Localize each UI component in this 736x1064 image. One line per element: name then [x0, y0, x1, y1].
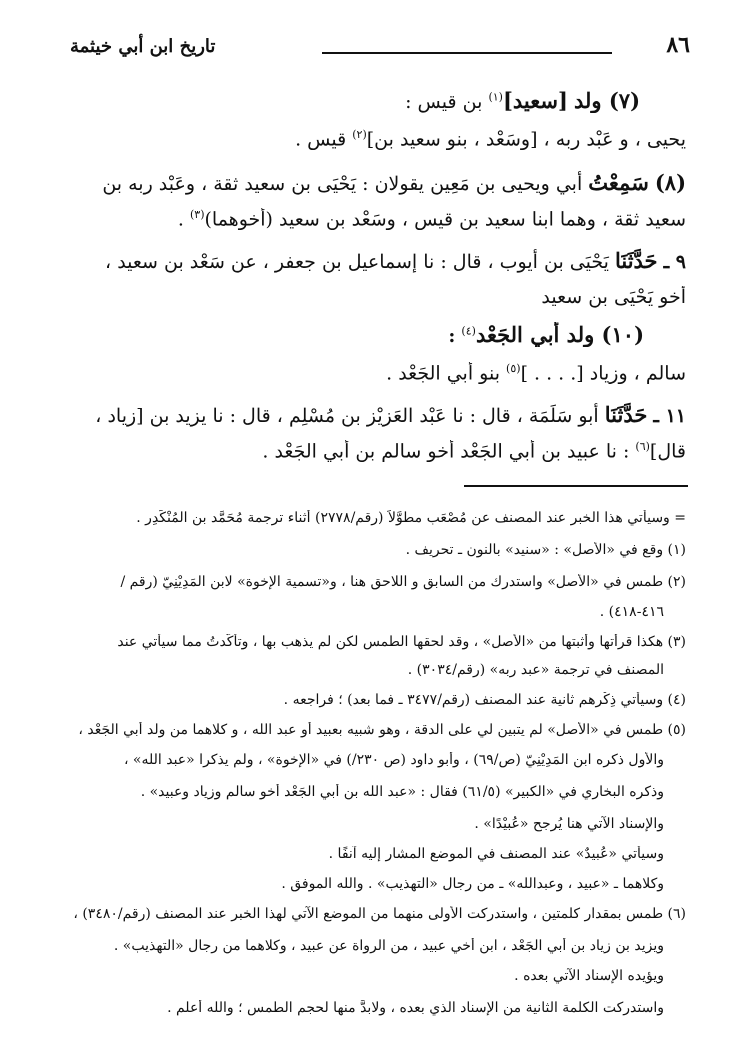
header-rule [322, 52, 612, 54]
body-line-1: (٧) ولد [سعيد]$^{(١)}$ بن قيس : [405, 88, 640, 113]
footnote-6-cont-2: ويؤيده الإسناد الآتي بعده . [514, 968, 664, 984]
body-line-10: قال]$^{(٦)}$ : نا عبيد بن أبي الجَعْد أخو سالم بن أبي الجَعْد . [262, 440, 686, 463]
footnote-5-cont-3: والإسناد الآتي هنا يُرجح «عُبيْدًا» . [474, 816, 664, 832]
footnote-separator [464, 485, 688, 487]
footnote-3-cont: المصنف في ترجمة «عبد ربه» (رقم/٣٠٣٤) . [407, 662, 664, 678]
book-title: تاريخ ابن أبي خيثمة [70, 36, 216, 57]
footnote-5-cont-5: وكلاهما ـ «عبيد ، وعبدالله» ـ من رجال «التهذيب» . والله الموفق . [281, 876, 664, 892]
footnote-2: (٢) طمس في «الأصل» واستدرك من السابق و اللاحق هنا ، و«تسمية الإخوة» لابن المَدِيْنِيّ (رقم / [120, 574, 686, 590]
body-line-2: يحيى ، و عَبْد ربه ، [وسَعْد ، بنو سعيد بن]$^{(٢)}$ قيس . [295, 128, 686, 151]
section-heading-10: (١٠) ولد أبي الجَعْد$^{(٤)}$ : [448, 322, 644, 347]
page-number: ٨٦ [666, 32, 690, 58]
footnote-4: (٤) وسيأتي ذِكْرهم ثانية عند المصنف (رقم/٣٤٧٧ ـ فما بعد) ؛ فراجعه . [283, 692, 686, 708]
footnote-6-cont-1: ويزيد بن زياد بن أبي الجَعْد ، ابن أخي عبيد ، من الرواة عن عبيد ، وكلاهما من رجال «التهذيب» . [113, 938, 664, 954]
body-line-9: ١١ ـ حَدَّثَنَا أبو سَلَمَة ، قال : نا عَبْد العَزِيْز بن مُسْلِم ، قال : نا يزيد بن [زياد ، [95, 402, 686, 427]
footnote-continued: = وسيأتي هذا الخبر عند المصنف عن مُصْعَب مطوَّلاً (رقم/٢٧٧٨) أثناء ترجمة مُحَمَّد بن المُنْكَدِر . [136, 510, 686, 526]
body-line-3: (٨) سَمِعْتُ أبي ويحيى بن مَعِينٍ يقولان : يَحْيَى بن سعيد ثقة ، وعَبْد ربه بن [102, 170, 686, 195]
footnote-5: (٥) طمس في «الأصل» لم يتبين لي على الدقة ، وهو شبيه بعبيد أو عبد الله ، و كلاهما من ولد أبي الجَعْد ، [78, 722, 686, 738]
footnote-6: (٦) طمس بمقدار كلمتين ، واستدركت الأولى منهما من الموضع الآتي لهذا الخبر عند المصنف (رقم/٣٤٨٠) ، [73, 906, 686, 922]
body-line-8: سالم ، وزياد [. . . . ]$^{(٥)}$ بنو أبي الجَعْد . [386, 362, 686, 385]
body-line-6: أخو يَحْيَى بن سعيد [541, 286, 686, 308]
footnote-6-cont-3: واستدركت الكلمة الثانية من الإسناد الذي بعده ، ولابدَّ منها لحجم الطمس ؛ والله أعلم . [167, 1000, 664, 1016]
footnote-3: (٣) هكذا قرأتها وأثبتها من «الأصل» ، وقد لحقها الطمس لكن لم يذهب بها ، وتأكَّدتُ مما سيأتي عند [117, 634, 686, 650]
footnote-5-cont-1: والأول ذكره ابن المَدِيْنِيّ (ص/٦٩) ، وأبو داود (ص ٢٣٠/) في «الإخوة» ، ولم يذكرا «عبد الله» ، [123, 752, 664, 768]
footnote-5-cont-4: وسيأتي «عُبيدٌ» عند المصنف في الموضع المشار إليه آنفًا . [328, 846, 664, 862]
body-line-5: ٩ ـ حَدَّثَنَا يَحْيَى بن أيوب ، قال : نا إسماعيل بن جعفر ، عن سَعْد بن سعيد ، [105, 248, 686, 273]
footnote-5-cont-2: وذكره البخاري في «الكبير» (٦١/٥) فقال : «عبد الله بن أبي الجَعْد أخو سالم وزياد وعبيد» . [140, 784, 664, 800]
body-line-4: سعيد ثقة ، وهما ابنا سعيد بن قيس ، وسَعْد بن سعيد (أخوهما)$^{(٣)}$ . [177, 208, 686, 231]
footnote-1: (١) وقع في «الأصل» : «سنيد» بالنون ـ تحريف . [405, 542, 686, 558]
footnote-2-cont: ٤١٦-٤١٨) . [599, 604, 664, 620]
page-header [70, 30, 690, 64]
